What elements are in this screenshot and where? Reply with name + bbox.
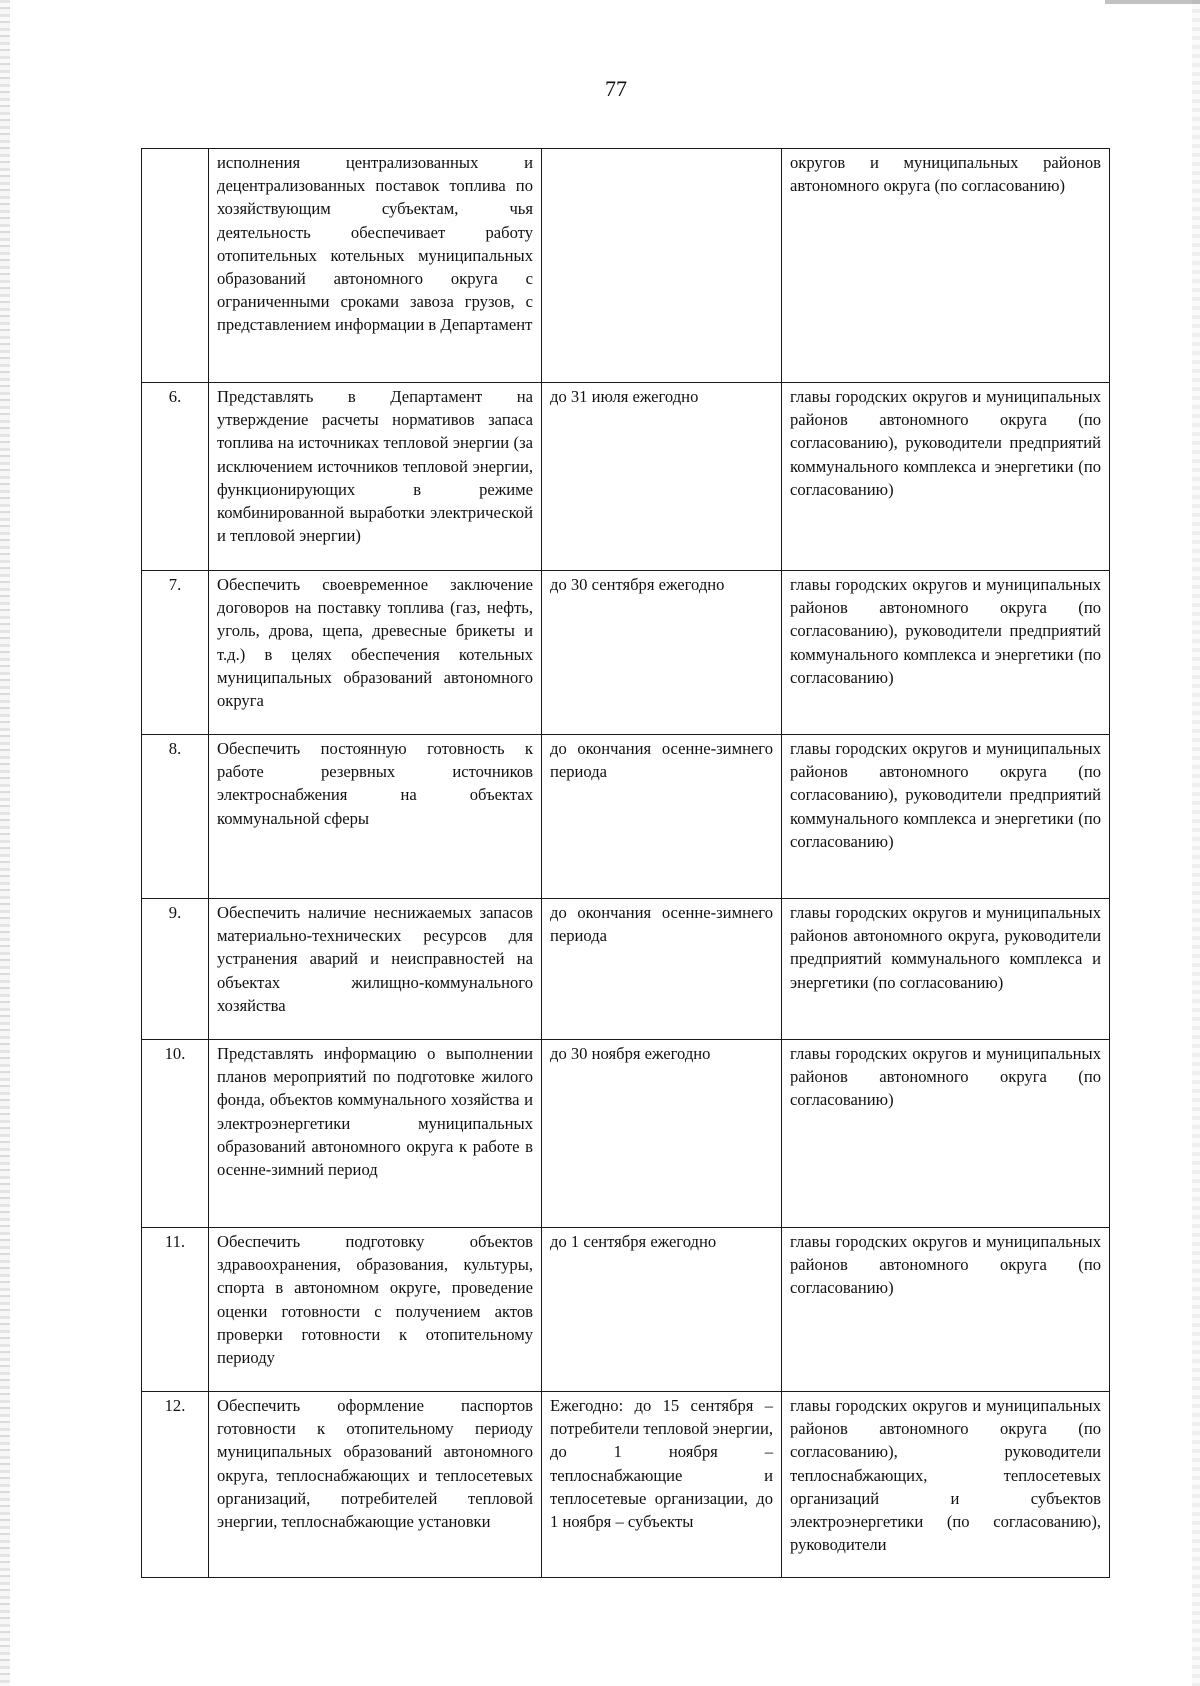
row-number bbox=[142, 149, 209, 383]
action-cell: Обеспечить подготовку объектов здравоохранения, образования, культуры, спорта в автономном округе, проведение оценки готовности с получением актов проверки готовности к отопительному периоду bbox=[209, 1228, 542, 1392]
action-cell: Обеспечить своевременное заключение договоров на поставку топлива (газ, нефть, уголь, дрова, щепа, древесные брикеты и т.д.) в целях обеспечения котельных муниципальных образований автономного округа bbox=[209, 571, 542, 735]
deadline-cell bbox=[542, 149, 782, 383]
deadline-cell: до окончания осенне-зимнего периода bbox=[542, 899, 782, 1040]
row-number: 9. bbox=[142, 899, 209, 1040]
scan-edge-right bbox=[1192, 0, 1200, 1686]
responsible-cell: главы городских округов и муниципальных районов автономного округа (по согласованию), руководители теплоснабжающих, теплосетевых организаций и субъектов электроэнергетики (по согласованию), руководители bbox=[782, 1392, 1110, 1578]
row-number: 6. bbox=[142, 383, 209, 571]
scan-edge-top bbox=[1105, 0, 1200, 4]
table-row bbox=[142, 1040, 1110, 1228]
table-row bbox=[142, 1228, 1110, 1392]
row-number: 12. bbox=[142, 1392, 209, 1578]
responsible-cell: главы городских округов и муниципальных районов автономного округа (по согласованию) bbox=[782, 1228, 1110, 1392]
measures-table bbox=[141, 148, 1110, 1578]
action-cell: Представлять информацию о выполнении планов мероприятий по подготовке жилого фонда, объектов коммунального хозяйства и электроэнергетики муниципальных образований автономного округа к работе в осенне-зимний период bbox=[209, 1040, 542, 1228]
table-row bbox=[142, 899, 1110, 1040]
action-cell: исполнения централизованных и децентрализованных поставок топлива по хозяйствующим субъектам, чья деятельность обеспечивает работу отопительных котельных муниципальных образований автономного округа с ограниченными сроками завоза грузов, с представлением информации в Департамент bbox=[209, 149, 542, 383]
table-row bbox=[142, 149, 1110, 383]
action-cell: Обеспечить наличие неснижаемых запасов материально-технических ресурсов для устранения аварий и неисправностей на объектах жилищно-коммунального хозяйства bbox=[209, 899, 542, 1040]
deadline-cell: до 30 ноября ежегодно bbox=[542, 1040, 782, 1228]
action-cell: Обеспечить постоянную готовность к работе резервных источников электроснабжения на объектах коммунальной сферы bbox=[209, 735, 542, 899]
responsible-cell: главы городских округов и муниципальных районов автономного округа (по согласованию), руководители предприятий коммунального комплекса и энергетики (по согласованию) bbox=[782, 571, 1110, 735]
row-number: 10. bbox=[142, 1040, 209, 1228]
action-cell: Представлять в Департамент на утверждение расчеты нормативов запаса топлива на источниках тепловой энергии (за исключением источников тепловой энергии, функционирующих в режиме комбинированной выработки электрической и тепловой энергии) bbox=[209, 383, 542, 571]
row-number: 8. bbox=[142, 735, 209, 899]
scan-edge-left bbox=[0, 0, 10, 1686]
responsible-cell: главы городских округов и муниципальных районов автономного округа, руководители предприятий коммунального комплекса и энергетики (по согласованию) bbox=[782, 899, 1110, 1040]
deadline-cell: до 31 июля ежегодно bbox=[542, 383, 782, 571]
page-number: 77 bbox=[605, 76, 627, 101]
row-number: 7. bbox=[142, 571, 209, 735]
responsible-cell: главы городских округов и муниципальных районов автономного округа (по согласованию) bbox=[782, 1040, 1110, 1228]
deadline-cell: до 1 сентября ежегодно bbox=[542, 1228, 782, 1392]
action-cell: Обеспечить оформление паспортов готовности к отопительному периоду муниципальных образований автономного округа, теплоснабжающих и теплосетевых организаций, потребителей тепловой энергии, теплоснабжающие установки bbox=[209, 1392, 542, 1578]
responsible-cell: округов и муниципальных районов автономного округа (по согласованию) bbox=[782, 149, 1110, 383]
deadline-cell: до окончания осенне-зимнего периода bbox=[542, 735, 782, 899]
table-row bbox=[142, 735, 1110, 899]
responsible-cell: главы городских округов и муниципальных районов автономного округа (по согласованию), руководители предприятий коммунального комплекса и энергетики (по согласованию) bbox=[782, 383, 1110, 571]
row-number: 11. bbox=[142, 1228, 209, 1392]
table-row bbox=[142, 383, 1110, 571]
table-row bbox=[142, 571, 1110, 735]
deadline-cell: до 30 сентября ежегодно bbox=[542, 571, 782, 735]
table-row bbox=[142, 1392, 1110, 1578]
deadline-cell: Ежегодно: до 15 сентября – потребители тепловой энергии, до 1 ноября – теплоснабжающие и теплосетевые организации, до 1 ноября – субъекты bbox=[542, 1392, 782, 1578]
responsible-cell: главы городских округов и муниципальных районов автономного округа (по согласованию), руководители предприятий коммунального комплекса и энергетики (по согласованию) bbox=[782, 735, 1110, 899]
